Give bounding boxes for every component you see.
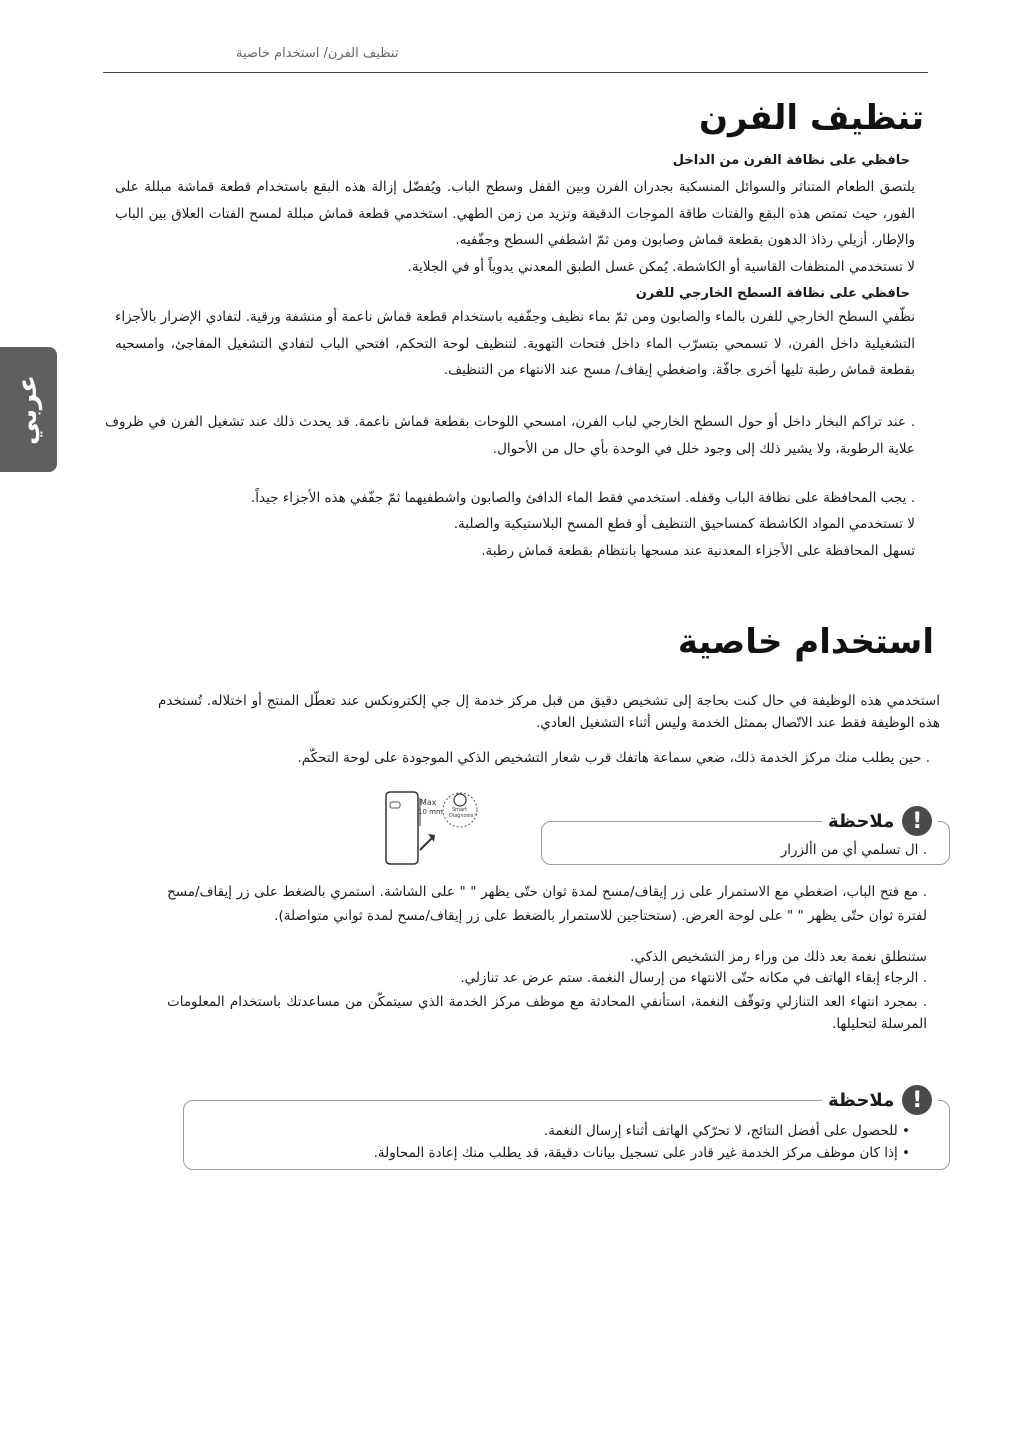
exclamation-icon: ! bbox=[902, 806, 932, 836]
distance-label: 10 mm bbox=[418, 808, 443, 816]
language-tab bbox=[0, 347, 57, 472]
step-2: . الرجاء إبقاء الهاتف في مكانه حتّى الانتهاء من إرسال النغمة. ستم عرض عد تنازلي. bbox=[460, 970, 927, 986]
bullet-door-line1: . يجب المحافظة على نظافة الباب وقفله. استخدمي فقط الماء الدافئ والصابون واشطفيهما ثمّ جفّفي هذه الأجزاء جيداً. bbox=[251, 490, 915, 506]
step-1: . مع فتح الباب، اضغطي مع الاستمرار على زر إيقاف/مسح لمدة ثوان حتّى يظهر " " على الشاشة. استمري بالضغط على زر إيقاف/مسح لفترة ثوان حتّى يظهر " " على لوحة العرض. (ستحتاجين للاستمرار بالضغط على زر إيقاف/مسح لمدة ثواني متواصلة). bbox=[167, 884, 927, 924]
step-3: . بمجرد انتهاء العد التنازلي وتوقّف النغمة، استأنفي المحادثة مع موظف مركز الخدمة الذي سيتمكّن من مساعدتك باستخدام المعلومات المرسلة لتحليلها. bbox=[167, 994, 927, 1032]
paragraph-interior: يلتصق الطعام المتناثر والسوائل المنسكبة بجدران الفرن وبين القفل وسطح الباب. ويُفضّل إزالة هذه البقع باستخدام قطعة قماشة مبللة على الفور، حيث تمتص هذه البقع والفتات طاقة الموجات الدقيقة وتزيد من زمن الطهي. استخدمي قطعة قماش مبللة لمسح الفتات العلاق بين الباب والإطار. أزيلي رذاذ الدهون بقطعة قماش وصابون ومن ثمّ اشطفي السطح وجفّفيه. bbox=[115, 179, 915, 248]
paragraph-exterior: نظّفي السطح الخارجي للفرن بالماء والصابون ومن ثمّ بماء نظيف وجفّفيه باستخدام قطعة قماش ناعمة أو منشفة ورقية. لتفادي الإضرار بالأجزاء التشغيلية داخل الفرن، لا تسمحي بتسرّب الماء داخل فتحات التهوية. لتنظيف لوحة التحكم، افتحي الباب لتفادي التشغيل المفاجئ، وامسحيه بقطعة قماش رطبة تليها أخرى جافّة. واضغطي إيقاف/ مسح عند الانتهاء من التنظيف. bbox=[115, 309, 915, 378]
note-2-item: • للحصول على أفضل النتائج، لا تحرّكي الهاتف أثناء إرسال النغمة. bbox=[543, 1123, 910, 1139]
max-label: Max bbox=[420, 798, 437, 807]
bullet-phone-placement: . حين يطلب منك مركز الخدمة ذلك، ضعي سماعة هاتفك قرب شعار التشخيص الذكي الموجودة على لوحة التحكّم. bbox=[297, 750, 930, 766]
note-header-2 bbox=[822, 1086, 938, 1114]
diagnosis-label: Diagnosis™ bbox=[449, 813, 479, 819]
paragraph-interior-warning: لا تستخدمي المنظفات القاسية أو الكاشطة. يُمكن غسل الطبق المعدني يدوياً أو في الجلاية. bbox=[407, 259, 915, 275]
step-1-tail: ستنطلق نغمة بعد ذلك من وراء رمز التشخيص الذكي. bbox=[630, 949, 927, 965]
smart-label: Smart bbox=[452, 807, 468, 813]
note-title-1: ملاحظة bbox=[828, 810, 895, 832]
subheading-interior: حافظي على نظافة الفرن من الداخل bbox=[672, 153, 910, 168]
language-tab-label: عربي bbox=[13, 374, 44, 445]
exclamation-icon: ! bbox=[902, 1085, 932, 1115]
note-header-1 bbox=[822, 809, 938, 833]
note-1-item: . ال تسلمي أي من األزرار bbox=[780, 842, 927, 858]
note-title-2: ملاحظة bbox=[828, 1089, 895, 1111]
section-title-cleaning: تنظيف الفرن bbox=[698, 98, 924, 138]
subheading-exterior: حافظي على نظافة السطح الخارجي للفرن bbox=[635, 286, 910, 301]
phone-illustration bbox=[382, 788, 482, 868]
section-title-feature: استخدام خاصية bbox=[677, 622, 934, 662]
running-header: تنظيف الفرن/ استخدام خاصية bbox=[236, 46, 399, 61]
bullet-door-line3: تسهل المحافظة على الأجزاء المعدنية عند مسحها بانتظام بقطعة قماش رطبة. bbox=[481, 543, 915, 559]
header-divider bbox=[103, 72, 928, 73]
note-2-list bbox=[374, 1120, 910, 1164]
bullet-door-line2: لا تستخدمي المواد الكاشطة كمساحيق التنظيف أو قطع المسح البلاستيكية والصلبة. bbox=[453, 516, 915, 532]
bullet-steam: . عند تراكم البخار داخل أو حول السطح الخارجي لباب الفرن، امسحي اللوحات بقطعة قماش ناعمة. قد يحدث ذلك عند تشغيل الفرن في ظروف علاية الرطوبة، ولا يشير ذلك إلى وجود خلل في الوحدة بأي حال من الأحوال. bbox=[105, 414, 915, 457]
note-2-item: • إذا كان موظف مركز الخدمة غير قادر على تسجيل بيانات دقيقة، قد يطلب منك إعادة المحاولة. bbox=[373, 1145, 910, 1161]
intro-paragraph: استخدمي هذه الوظيفة في حال كنت بحاجة إلى تشخيص دقيق من قبل مركز خدمة إل جي إلكترونكس عند تعطّل المنتج أو اختلاله. تُستخدم هذه الوظيفة فقط عند الاتّصال بممثل الخدمة وليس أثناء التشغيل العادي. bbox=[158, 693, 940, 731]
